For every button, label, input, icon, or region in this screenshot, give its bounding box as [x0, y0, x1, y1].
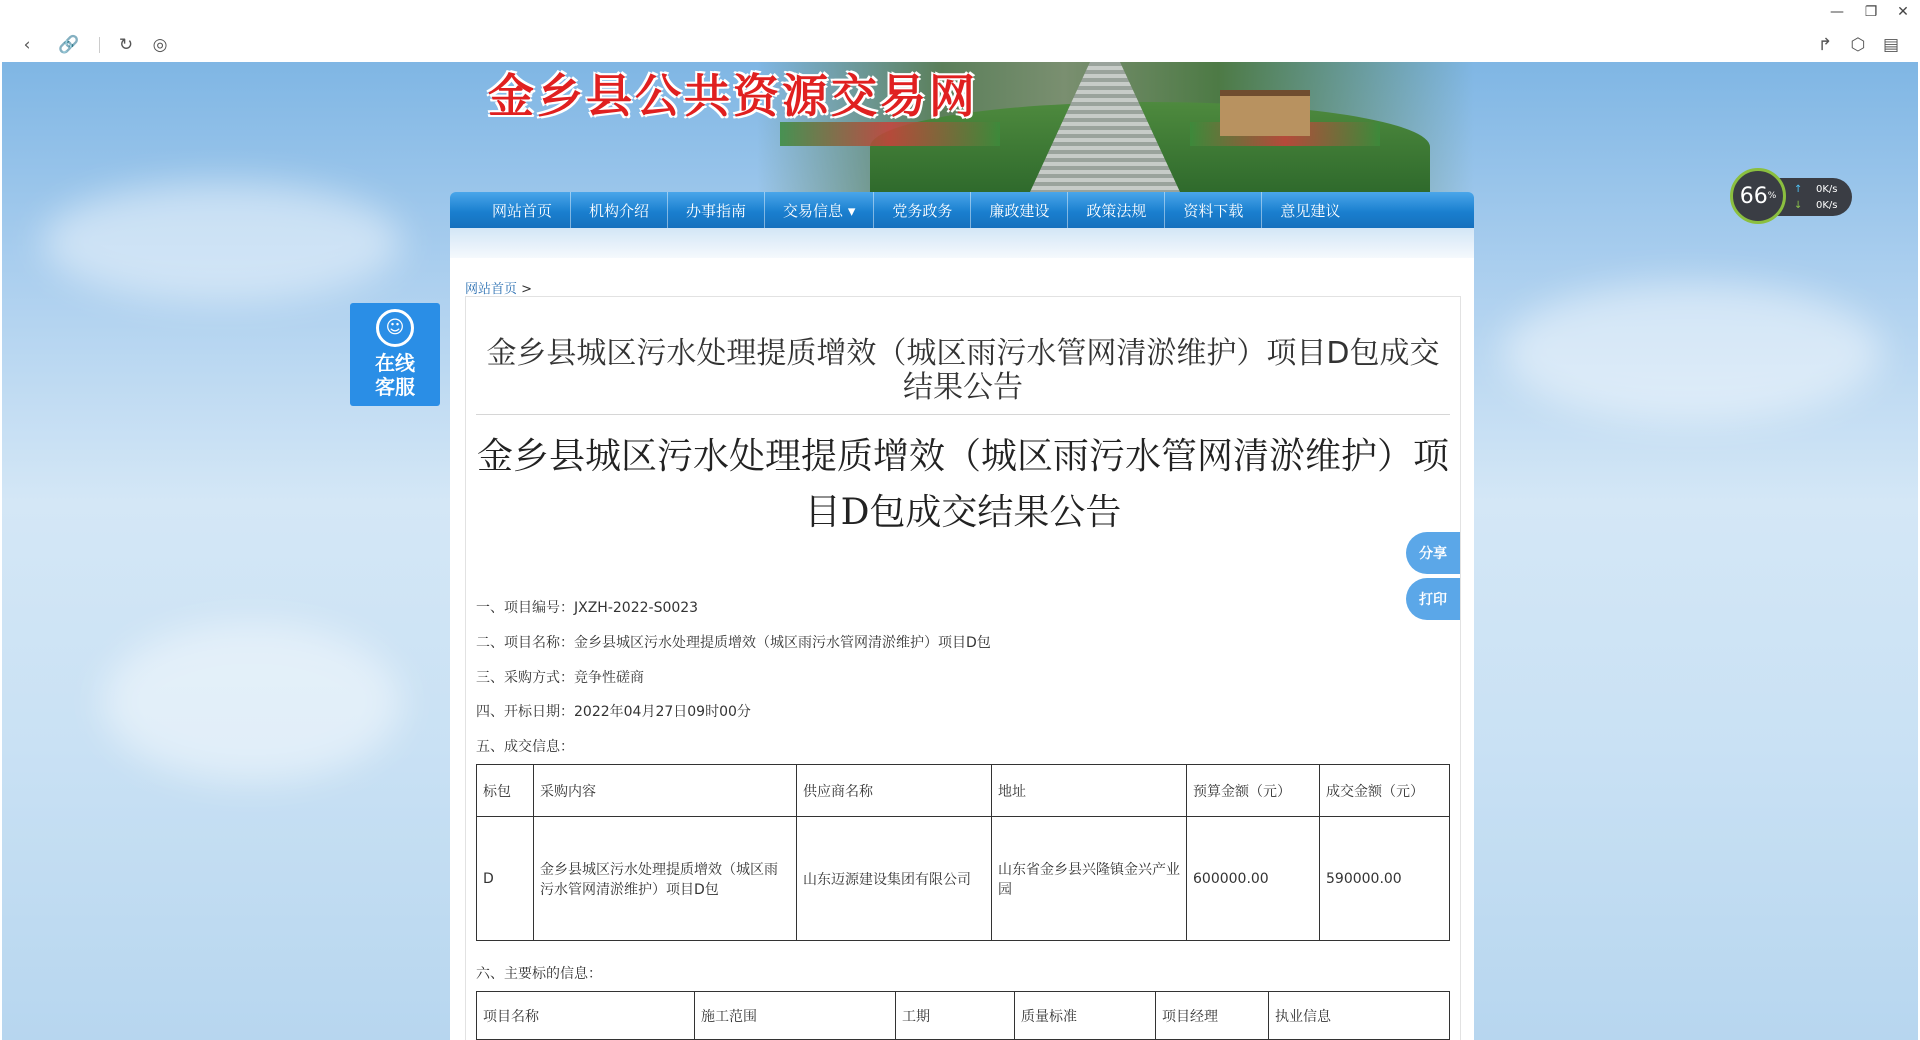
table-cell: 山东省金乡县兴隆镇金兴产业园 — [992, 817, 1187, 941]
info-procurement-method: 三、采购方式：竞争性磋商 — [476, 670, 644, 686]
toolbar-divider — [99, 37, 100, 53]
table-cell: 金乡县城区污水处理提质增效（城区雨污水管网清淤维护）项目D包 — [534, 817, 797, 941]
cs-label-line1: 在线 — [375, 351, 415, 375]
minimize-button[interactable]: — — [1830, 4, 1844, 20]
table-header-cell: 采购内容 — [534, 765, 797, 817]
nav-item-home[interactable]: 网站首页 — [474, 192, 571, 228]
reload-icon[interactable]: ↻ — [118, 35, 134, 55]
memory-percent-unit: % — [1767, 191, 1777, 201]
info-project-number: 一、项目编号：JXZH-2022-S0023 — [476, 600, 699, 616]
table-header-cell: 项目名称 — [477, 992, 695, 1040]
table-header-cell: 执业信息 — [1269, 992, 1450, 1040]
browser-toolbar — [0, 0, 1920, 62]
table-header-cell: 施工范围 — [695, 992, 896, 1040]
nav-subbar — [450, 228, 1474, 258]
nav-item-feedback[interactable]: 意见建议 — [1280, 201, 1341, 220]
globe-icon[interactable]: ◎ — [152, 35, 168, 55]
download-arrow-icon: ↓ — [1794, 200, 1803, 211]
restore-button[interactable]: ❐ — [1864, 4, 1878, 20]
table-header-cell: 预算金额（元） — [1187, 765, 1320, 817]
article-head-title: 金乡县城区污水处理提质增效（城区雨污水管网清淤维护）项目D包成交结果公告 — [486, 336, 1440, 405]
memory-percent: 66 — [1739, 183, 1768, 209]
breadcrumb-separator: > — [521, 282, 533, 297]
main-nav — [450, 192, 1474, 228]
cloud-decoration — [102, 622, 402, 782]
info-bid-date: 四、开标日期：2022年04月27日09时00分 — [476, 704, 751, 720]
nav-item-integrity[interactable]: 廉政建设 — [971, 192, 1068, 228]
table-cell: 590000.00 — [1320, 817, 1450, 941]
content-panel — [450, 258, 1474, 1040]
table-header-cell: 质量标准 — [1015, 992, 1156, 1040]
nav-item-policy[interactable]: 政策法规 — [1068, 192, 1165, 228]
table-header-cell: 标包 — [477, 765, 534, 817]
cloud-decoration — [1502, 282, 1882, 422]
extension-icon[interactable]: ▤ — [1882, 35, 1900, 55]
share-icon[interactable]: ↱ — [1817, 35, 1833, 55]
download-speed: 0K/s — [1816, 200, 1838, 211]
back-icon[interactable]: ‹ — [23, 35, 31, 55]
table-row — [477, 817, 1450, 941]
table-cell: 山东迈源建设集团有限公司 — [797, 817, 992, 941]
nav-item-guide[interactable]: 办事指南 — [668, 192, 765, 228]
close-button[interactable]: ✕ — [1897, 4, 1909, 20]
upload-arrow-icon: ↑ — [1794, 184, 1803, 195]
cs-label-line2: 客服 — [375, 375, 415, 399]
breadcrumb — [465, 278, 532, 297]
online-customer-service-button[interactable] — [350, 303, 440, 406]
info-project-name: 二、项目名称：金乡县城区污水处理提质增效（城区雨污水管网清淤维护）项目D包 — [476, 635, 991, 651]
breadcrumb-home-link[interactable]: 网站首页 — [465, 282, 518, 297]
title-divider — [476, 414, 1450, 415]
table-header-cell: 地址 — [992, 765, 1187, 817]
site-title: 金乡县公共资源交易网 — [488, 69, 978, 123]
article-box — [465, 296, 1461, 1040]
nav-item-downloads[interactable]: 资料下载 — [1165, 192, 1262, 228]
table-header-cell: 工期 — [896, 992, 1015, 1040]
print-button[interactable]: 打印 — [1406, 578, 1460, 620]
table-cell: 600000.00 — [1187, 817, 1320, 941]
upload-speed: 0K/s — [1816, 184, 1838, 195]
table-header-cell: 供应商名称 — [797, 765, 992, 817]
share-button[interactable]: 分享 — [1406, 532, 1460, 574]
network-speed-widget[interactable] — [1730, 168, 1852, 224]
info-main-subject-heading: 六、主要标的信息： — [476, 966, 602, 982]
table-header-row — [477, 992, 1450, 1040]
nav-item-trade-info[interactable]: 交易信息 ▾ — [765, 192, 874, 228]
nav-item-party[interactable]: 党务政务 — [874, 192, 971, 228]
info-deal-heading: 五、成交信息： — [476, 739, 574, 755]
page-viewport — [2, 62, 1918, 1040]
article-body-title: 金乡县城区污水处理提质增效（城区雨污水管网清淤维护）项目D包成交结果公告 — [476, 436, 1449, 533]
banner-building — [1220, 90, 1310, 136]
main-subject-table — [476, 991, 1450, 1040]
nav-item-about[interactable]: 机构介绍 — [571, 192, 668, 228]
table-header-cell: 成交金额（元） — [1320, 765, 1450, 817]
cube-icon[interactable]: ⬡ — [1850, 35, 1866, 55]
link-icon[interactable]: 🔗 — [58, 35, 80, 55]
deal-table — [476, 764, 1450, 941]
site-banner — [450, 62, 1474, 192]
table-header-cell: 项目经理 — [1156, 992, 1269, 1040]
memory-usage-dial — [1730, 168, 1786, 224]
table-header-row — [477, 765, 1450, 817]
table-cell: D — [477, 817, 534, 941]
headset-icon: ☺ — [376, 309, 414, 347]
cloud-decoration — [42, 182, 402, 302]
